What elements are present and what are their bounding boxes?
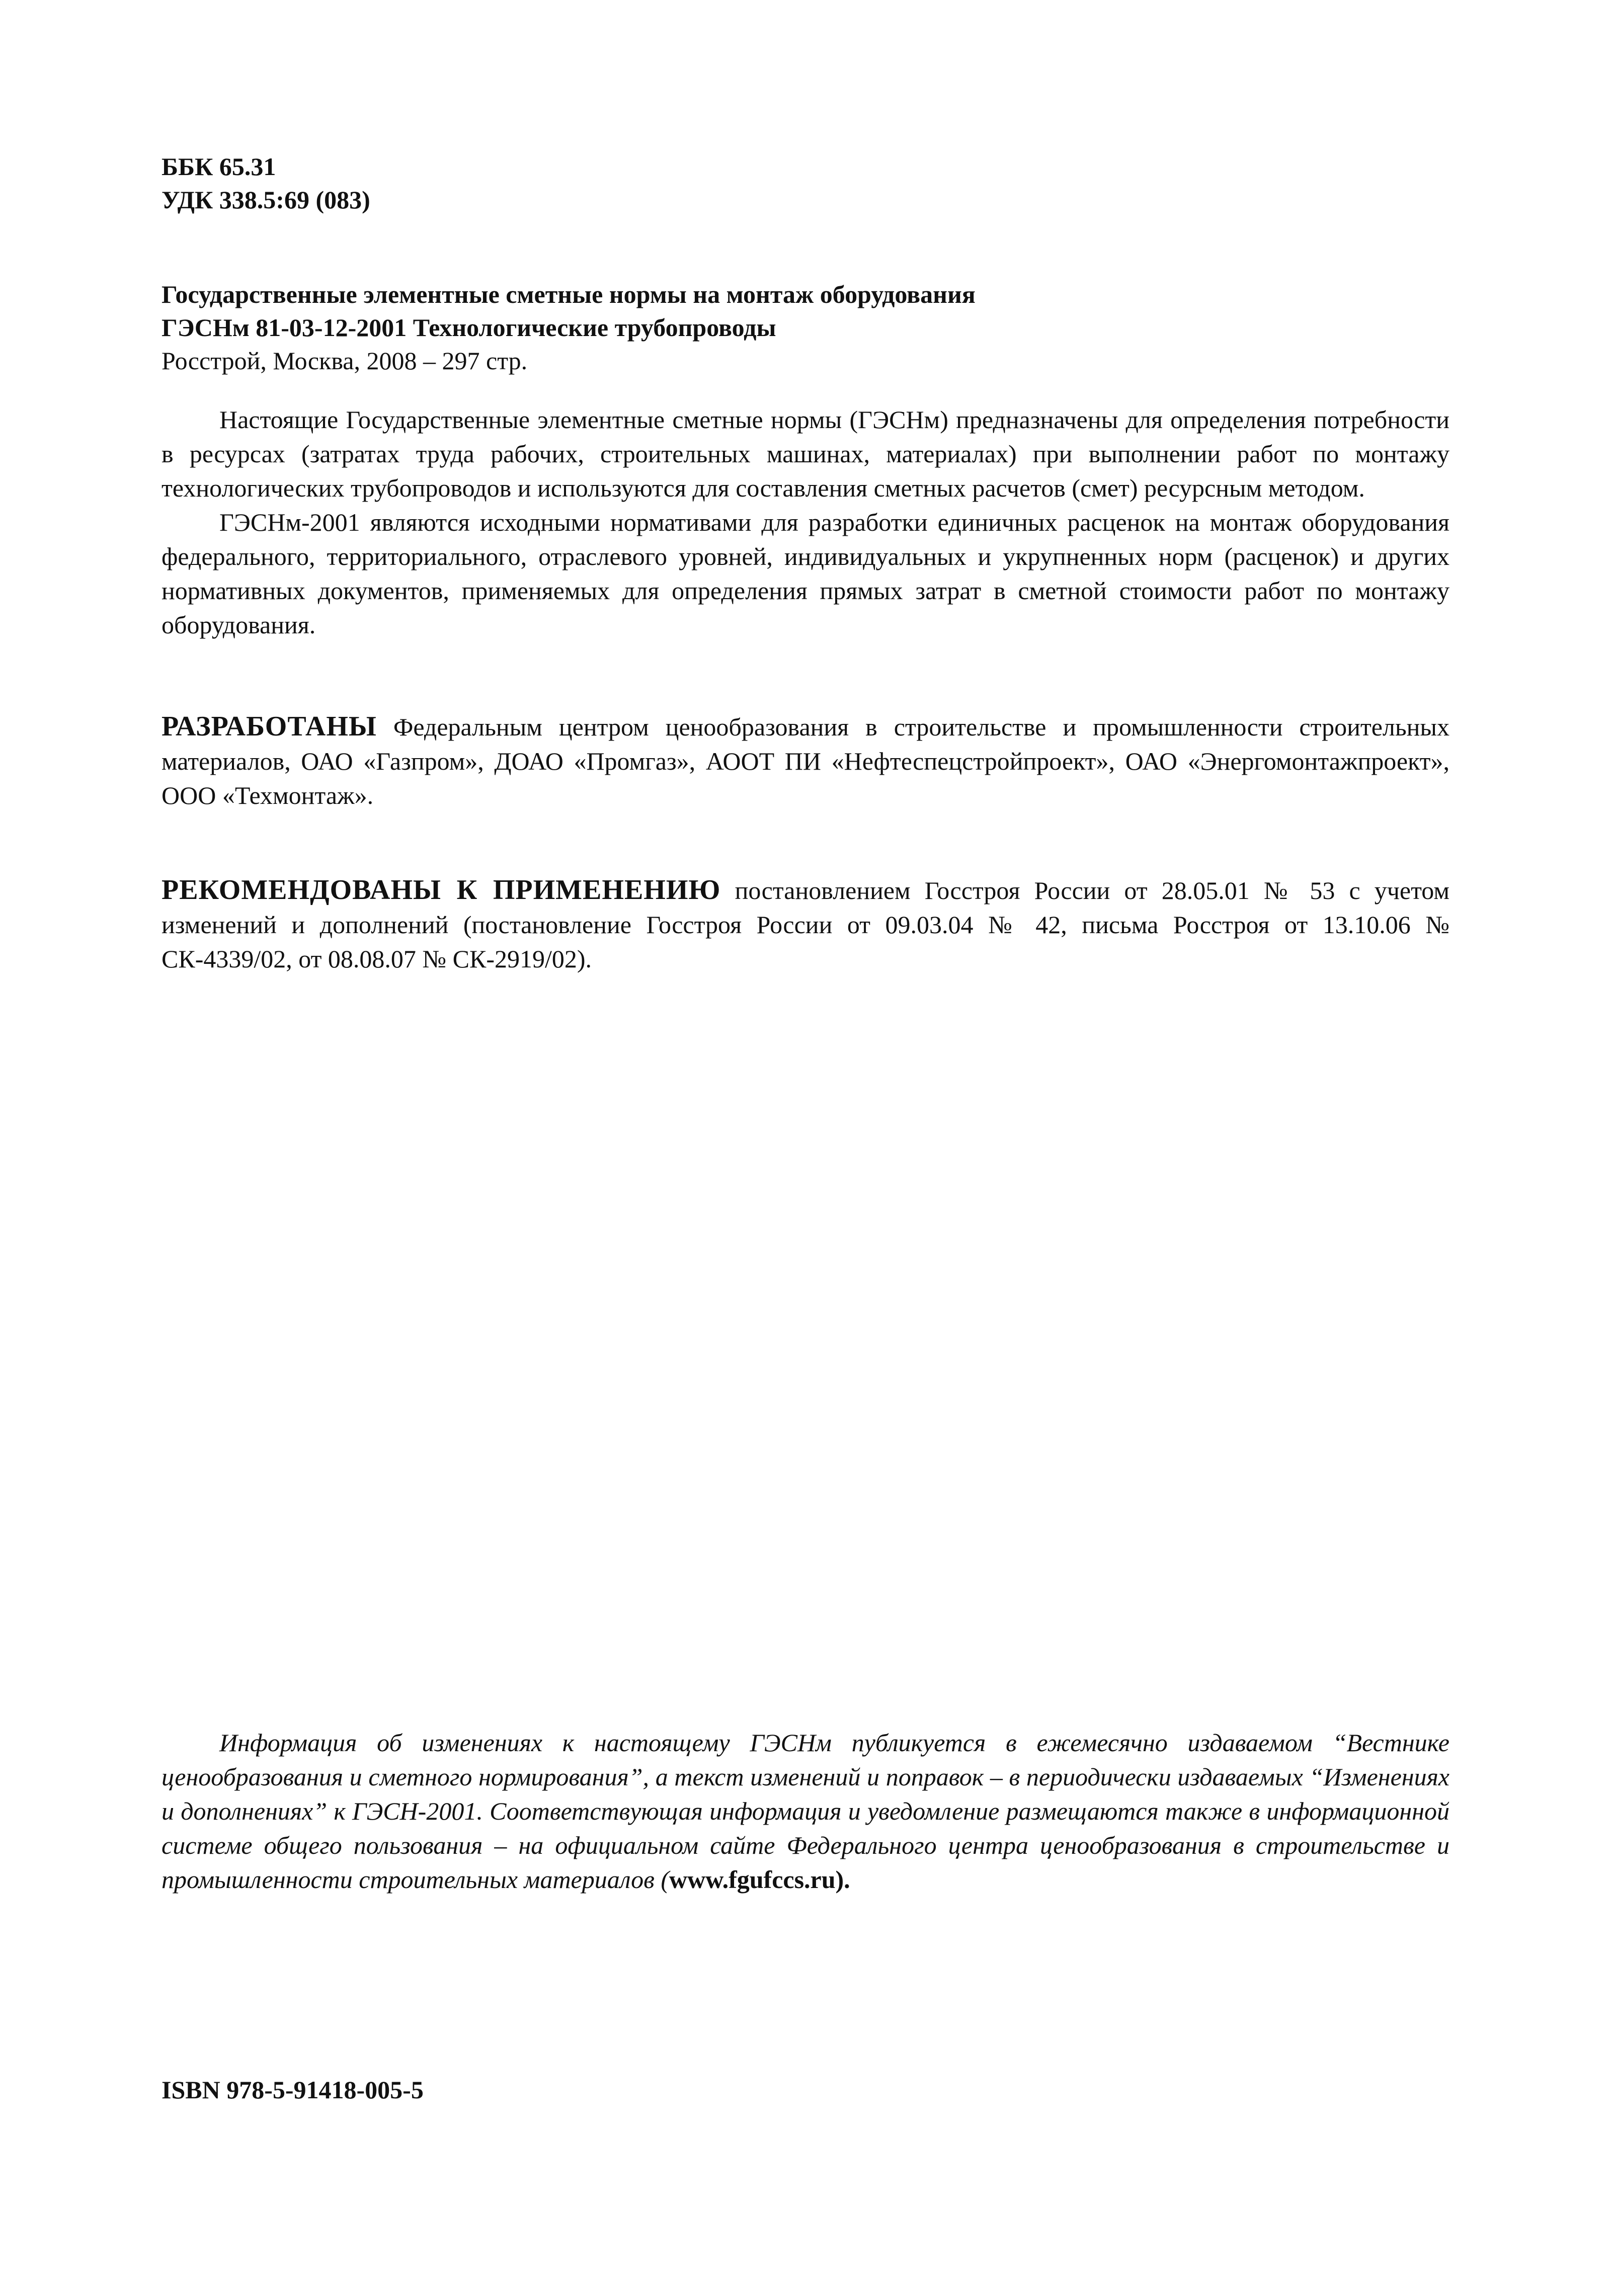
title-line-1: Государственные элементные сметные нормы на монтаж оборудования	[162, 280, 976, 308]
document-title-block	[162, 278, 1449, 377]
recommended-label: РЕКОМЕНДОВАНЫ К ПРИМЕНЕНИЮ	[162, 874, 721, 906]
classification-codes	[162, 150, 1449, 216]
recommended-section	[162, 873, 1449, 976]
intro-paragraph-1: Настоящие Государственные элементные сметные нормы (ГЭСНм) предназначены для определения потребности в ресурсах (затратах труда рабочих, строительных машинах, материалах) при выполнении работ по монтажу технологических трубопроводов и используются для составления сметных расчетов (смет) ресурсным методом.	[162, 405, 1449, 502]
developed-by-text: Федеральным центром ценообразования в строительстве и промышленности строительных материалов, ОАО «Газпром», ДОАО «Промгаз», АООТ ПИ «Нефтеспецстройпроект», ОАО «Энергомонтажпроект», ООО «Техмонтаж».	[162, 713, 1449, 809]
bbk-code: ББК 65.31	[162, 152, 276, 181]
developed-by-section	[162, 709, 1449, 812]
intro-section	[162, 402, 1449, 642]
developed-by-label: РАЗРАБОТАНЫ	[162, 711, 377, 742]
recommended-paragraph	[162, 873, 1449, 976]
recommended-text: постановлением Госстроя России от 28.05.01 № 53 с учетом изменений и дополнений (постановление Госстроя России от 09.03.04 № 42, письма Росстроя от 13.10.06 № СК-4339/02, от 08.08.07 № СК-2919/02).	[162, 876, 1449, 973]
publisher-line: Росстрой, Москва, 2008 – 297 стр.	[162, 347, 528, 375]
website-link[interactable]: www.fgufccs.ru).	[669, 1865, 850, 1894]
changes-notice	[162, 1726, 1449, 1897]
intro-paragraph-2: ГЭСНм-2001 являются исходными нормативами для разработки единичных расценок на монтаж оборудования федерального, территориального, отраслевого уровней, индивидуальных и укрупненных норм (расценок) и других нормативных документов, применяемых для определения прямых затрат в сметной стоимости работ по монтажу оборудования.	[162, 508, 1449, 639]
notice-paragraph	[162, 1726, 1449, 1897]
udk-code: УДК 338.5:69 (083)	[162, 186, 370, 214]
isbn-number: ISBN 978-5-91418-005-5	[162, 2076, 424, 2104]
notice-text: Информация об изменениях к настоящему ГЭСНм публикуется в ежемесячно издаваемом “Вестнике ценообразования и сметного нормирования”, а текст изменений и поправок – в периодически издаваемых “Изменениях и дополнениях” к ГЭСН-2001. Соответствующая информация и уведомление размещаются также в информационной системе общего пользования – на официальном сайте Федерального центра ценообразования в строительстве и промышленности строительных материалов (	[162, 1729, 1449, 1894]
developed-by-paragraph	[162, 709, 1449, 812]
title-line-2: ГЭСНм 81-03-12-2001 Технологические трубопроводы	[162, 313, 776, 342]
